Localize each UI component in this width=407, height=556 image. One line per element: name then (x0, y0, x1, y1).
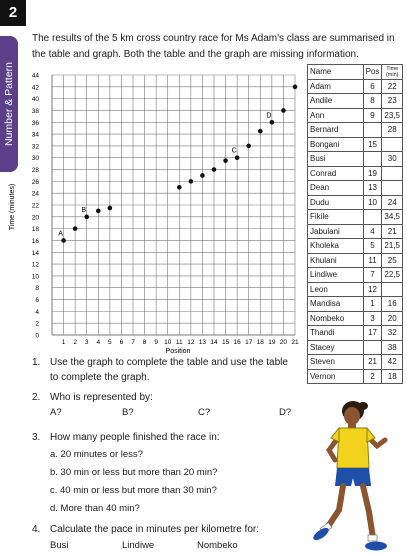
cell-pos: 11 (363, 253, 382, 268)
cell-pos: 8 (363, 94, 382, 109)
cell-time: 20 (382, 311, 403, 326)
table-row (308, 355, 403, 370)
cell-pos: 3 (363, 311, 382, 326)
q4-name-nombeko: Nombeko (197, 540, 238, 551)
x-tick-label: 10 (164, 339, 172, 346)
cell-time: 21,5 (382, 239, 403, 254)
header-time-line2: (min) (385, 71, 399, 78)
data-point (258, 129, 263, 134)
cell-pos: 6 (363, 79, 382, 94)
y-tick-label: 34 (31, 131, 39, 139)
x-tick-label: 21 (291, 339, 299, 346)
cell-time: 34,5 (382, 210, 403, 225)
table-row (308, 137, 403, 152)
y-tick-label: 26 (31, 178, 39, 186)
cell-name: Fikile (308, 210, 364, 225)
table-row (308, 311, 403, 326)
table-row (308, 282, 403, 297)
y-tick-label: 32 (31, 143, 39, 151)
cell-pos: 13 (363, 181, 382, 196)
cell-name: Jabulani (308, 224, 364, 239)
cell-time: 30 (382, 152, 403, 167)
y-tick-label: 42 (31, 84, 39, 92)
cell-pos: 9 (363, 108, 382, 123)
cell-name: Steven (308, 355, 364, 370)
header-time-line1: Time (386, 65, 399, 72)
cell-pos: 5 (363, 239, 382, 254)
cell-time: 23 (382, 94, 403, 109)
data-point (235, 155, 240, 160)
cell-name: Kholeka (308, 239, 364, 254)
cell-time: 32 (382, 326, 403, 341)
y-tick-label: 2 (35, 320, 39, 328)
table-row (308, 268, 403, 283)
x-tick-label: 15 (221, 339, 230, 346)
q4-name-lindiwe: Lindiwe (122, 540, 155, 551)
y-tick-label: 4 (35, 308, 39, 316)
running-girl-illustration (305, 398, 405, 556)
cell-name: Stacey (308, 340, 364, 355)
cell-pos: 19 (363, 166, 382, 181)
cell-time (382, 181, 403, 196)
header-name: Name (308, 65, 364, 80)
cell-time: 28 (382, 123, 403, 138)
y-tick-label: 24 (31, 190, 39, 198)
cell-pos: 10 (363, 195, 382, 210)
data-point (293, 85, 298, 90)
point-label: A (58, 230, 63, 238)
table-row (308, 108, 403, 123)
q4-text: Calculate the pace in minutes per kilometre for: (50, 524, 259, 535)
q2-number: 2. (32, 392, 41, 403)
data-point (281, 108, 286, 113)
data-point (189, 179, 194, 184)
x-tick-label: 14 (210, 339, 218, 346)
x-tick-label: 17 (245, 339, 253, 346)
x-axis-label: Position (165, 348, 191, 355)
cell-pos: 4 (363, 224, 382, 239)
cell-pos: 1 (363, 297, 382, 312)
q3-text: How many people finished the race in: (50, 432, 220, 443)
table-row (308, 94, 403, 109)
y-tick-label: 22 (31, 202, 39, 210)
x-tick-label: 7 (131, 339, 135, 346)
y-tick-label: 38 (31, 107, 39, 115)
x-tick-label: 8 (142, 339, 147, 346)
header-time (382, 65, 403, 80)
y-tick-label: 10 (31, 273, 39, 281)
cell-name: Bongani (308, 137, 364, 152)
cell-name: Andile (308, 94, 364, 109)
data-points (58, 85, 297, 243)
data-point (246, 144, 251, 149)
cell-time: 16 (382, 297, 403, 312)
cell-pos: 21 (363, 355, 382, 370)
cell-time: 18 (382, 369, 403, 384)
data-point (212, 167, 217, 172)
cell-pos (363, 123, 382, 138)
cell-time: 23,5 (382, 108, 403, 123)
y-tick-label: 44 (31, 72, 39, 80)
x-tick-label: 20 (279, 339, 288, 346)
cell-name: Bernard (308, 123, 364, 138)
data-point (223, 158, 228, 163)
x-tick-label: 6 (119, 339, 124, 346)
table-row (308, 326, 403, 341)
table-row (308, 166, 403, 181)
q1-number: 1. (32, 357, 41, 368)
q2-option-d: D? (279, 407, 292, 418)
q1-text: Use the graph to complete the table and use the table to complete the graph. (50, 357, 288, 383)
q3-number: 3. (32, 432, 41, 443)
page-number: 2 (0, 0, 26, 26)
y-tick-label: 18 (31, 226, 39, 234)
table-row (308, 79, 403, 94)
x-tick-label: 19 (268, 339, 276, 346)
cell-name: Leon (308, 282, 364, 297)
cell-name: Vernon (308, 369, 364, 384)
q2-option-b: B? (122, 407, 134, 418)
data-point (177, 185, 182, 190)
table-row (308, 253, 403, 268)
point-label: D (266, 112, 272, 120)
table-header-row (308, 65, 403, 80)
cell-time: 21 (382, 224, 403, 239)
q2-option-c: C? (198, 407, 211, 418)
x-tick-label: 3 (84, 339, 89, 346)
data-point (61, 238, 66, 243)
table-row (308, 224, 403, 239)
results-table (307, 64, 403, 384)
cell-name: Dean (308, 181, 364, 196)
x-tick-labels (62, 339, 299, 346)
x-tick-label: 9 (154, 339, 158, 346)
data-point (200, 173, 205, 178)
y-tick-label: 6 (35, 297, 39, 305)
table-row (308, 123, 403, 138)
cell-name: Adam (308, 79, 364, 94)
cell-pos: 17 (363, 326, 382, 341)
cell-pos (363, 152, 382, 167)
x-tick-label: 11 (175, 339, 183, 346)
y-tick-label: 12 (31, 261, 39, 269)
cell-time: 38 (382, 340, 403, 355)
cell-name: Mandisa (308, 297, 364, 312)
x-tick-label: 13 (198, 339, 207, 346)
table-row (308, 239, 403, 254)
x-tick-label: 18 (256, 339, 264, 346)
y-tick-label: 16 (31, 237, 39, 245)
x-tick-label: 5 (108, 339, 112, 346)
cell-time: 22,5 (382, 268, 403, 283)
y-tick-label: 20 (31, 214, 39, 222)
cell-time (382, 282, 403, 297)
cell-time: 24 (382, 195, 403, 210)
graph-grid (52, 75, 295, 335)
q4-name-busi: Busi (50, 540, 69, 551)
q4-number: 4. (32, 524, 41, 535)
data-point (270, 120, 275, 125)
table-row (308, 297, 403, 312)
y-tick-label: 40 (31, 96, 39, 104)
x-tick-label: 4 (96, 339, 101, 346)
y-tick-label: 36 (31, 119, 39, 127)
intro-text: The results of the 5 km cross country race for Ms Adam's class are summarised in the table and graph. Both the table and the graph are missing information. (32, 33, 395, 60)
table-row (308, 181, 403, 196)
y-tick-label: 14 (31, 249, 39, 257)
cell-time (382, 137, 403, 152)
cell-name: Khulani (308, 253, 364, 268)
table-row (308, 152, 403, 167)
cell-name: Ann (308, 108, 364, 123)
y-tick-label: 8 (35, 285, 39, 293)
x-tick-label: 1 (61, 339, 66, 346)
q3-sub-d: d. More than 40 min? (50, 503, 140, 514)
y-tick-label: 0 (35, 332, 39, 340)
cell-name: Nombeko (308, 311, 364, 326)
y-tick-labels (32, 73, 40, 340)
y-axis-label: Time (minutes) (9, 183, 16, 231)
data-point (108, 206, 113, 211)
cell-time: 25 (382, 253, 403, 268)
cell-pos: 2 (363, 369, 382, 384)
cell-name: Thandi (308, 326, 364, 341)
cell-time: 42 (382, 355, 403, 370)
q3-sub-c: c. 40 min or less but more than 30 min? (50, 485, 217, 496)
data-point (96, 209, 101, 214)
q2-option-a: A? (50, 407, 62, 418)
cell-pos (363, 340, 382, 355)
data-point (84, 215, 89, 220)
cell-pos: 7 (363, 268, 382, 283)
q2-text: Who is represented by: (50, 392, 153, 403)
point-label: B (81, 206, 87, 214)
cell-name: Lindiwe (308, 268, 364, 283)
cell-pos: 12 (363, 282, 382, 297)
cell-name: Conrad (308, 166, 364, 181)
section-tab-label: Number & Pattern (3, 61, 15, 147)
table-row (308, 195, 403, 210)
cell-name: Dudu (308, 195, 364, 210)
cell-time: 22 (382, 79, 403, 94)
y-tick-label: 30 (31, 155, 39, 163)
data-point (73, 226, 78, 231)
y-tick-label: 28 (31, 167, 39, 175)
header-pos: Pos (363, 65, 382, 80)
point-label: C (231, 147, 237, 155)
x-tick-label: 2 (73, 339, 77, 346)
table-row (308, 340, 403, 355)
cell-name: Busi (308, 152, 364, 167)
table-body (308, 79, 403, 384)
x-tick-label: 16 (233, 339, 241, 346)
cell-pos (363, 210, 382, 225)
cell-time (382, 166, 403, 181)
table-row (308, 369, 403, 384)
x-tick-label: 12 (187, 339, 195, 346)
q3-sub-b: b. 30 min or less but more than 20 min? (50, 467, 218, 478)
q3-sub-a: a. 20 minutes or less? (50, 449, 143, 460)
cell-pos: 15 (363, 137, 382, 152)
table-row (308, 210, 403, 225)
